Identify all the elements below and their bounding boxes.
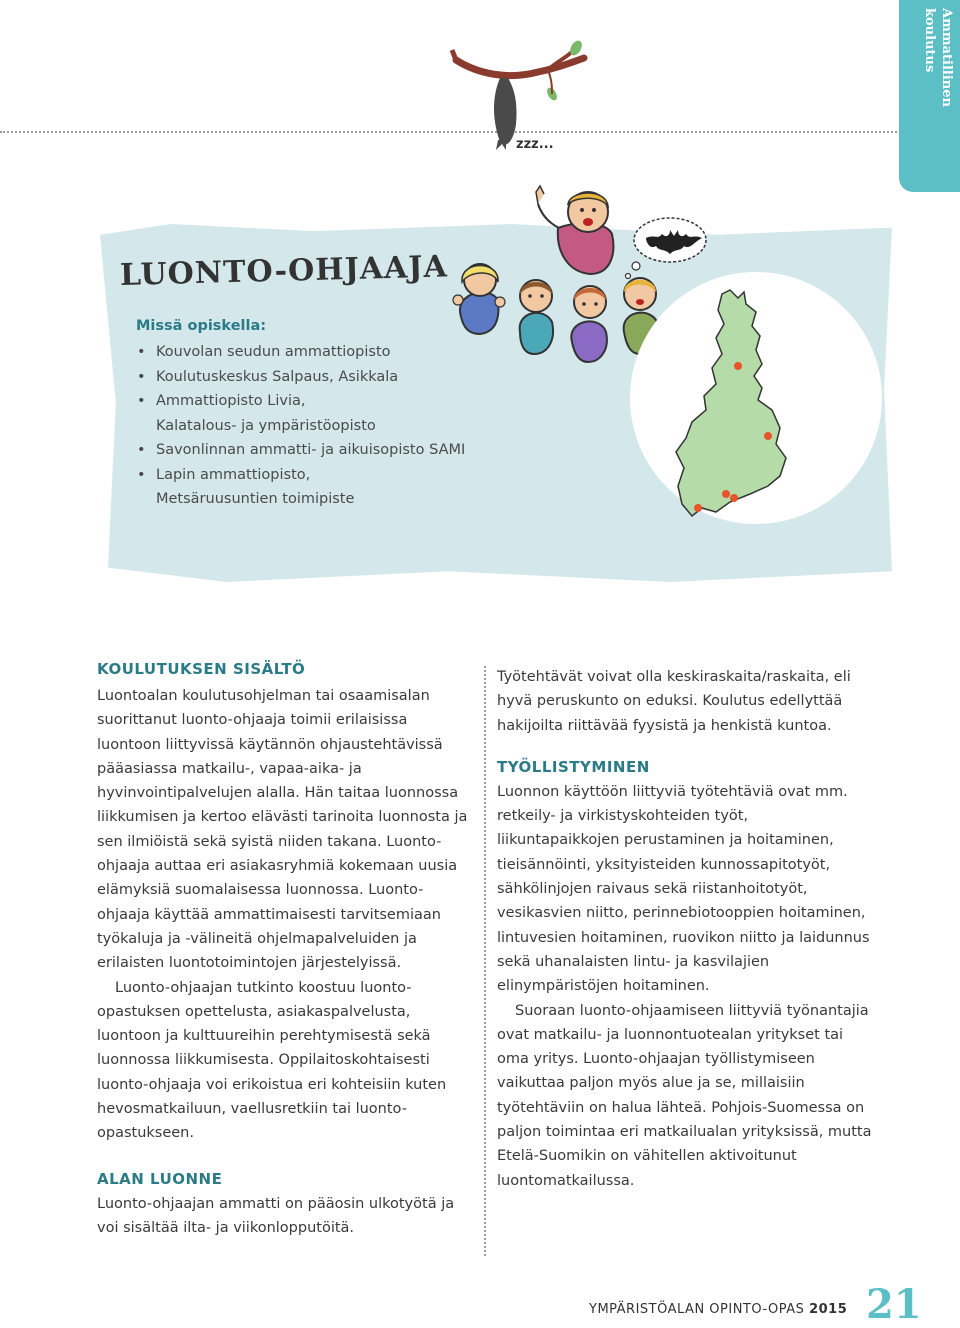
page-title: LUONTO-OHJAAJA xyxy=(119,249,449,293)
right-column xyxy=(497,665,875,1193)
section-tab-line1: Ammatillinen xyxy=(939,8,954,107)
section-tab-label xyxy=(905,8,955,184)
list-item: • Savonlinnan ammatti- ja aikuisopisto SAMI xyxy=(134,438,465,463)
finland-map xyxy=(630,272,882,524)
list-item: • Kouvolan seudun ammattiopisto xyxy=(134,340,465,365)
map-dot-kouvola xyxy=(730,494,738,502)
map-circle xyxy=(630,272,882,524)
list-item: • Lapin ammattiopisto, xyxy=(134,463,465,488)
list-item-continuation: Metsäruusuntien toimipiste xyxy=(156,491,355,507)
column-divider xyxy=(484,666,486,1256)
footer-publication xyxy=(589,1302,847,1317)
employment-paragraph-1: Luonnon käyttöön liittyviä työtehtäviä ovat mm. retkeily- ja virkistyskohteiden työt, liikuntapaikkojen perustaminen ja hoitaminen, tieisännöinti, yksityisteiden kunnossapitotyöt, sähkölinjojen raivaus sekä riistanhoitotyöt, vesikasvien niitto, perinnebiotooppien hoitaminen, lintuvesien hoitaminen, ruovikon niitto ja laidunnus sekä uhanalaisten lintu- ja kasvilajien elinympäristöjen hoitaminen. xyxy=(497,783,870,995)
institution-list xyxy=(134,340,465,512)
map-dot-lapland xyxy=(734,362,742,370)
contents-paragraph-1: Luontoalan koulutusohjelman tai osaamisalan suorittanut luonto-ohjaaja toimii erilaisissa luontoon liittyvissä käytännön ohjaustehtävissä pääasiassa matkailu-, vapaa-aika- ja hyvinvointipalvelujen alalla. Hän taitaa luonnossa liikkumisen ja kertoo elävästi tarinoita luonnosta ja sen ilmiöistä sekä syistä niiden takana. Luonto-ohjaaja auttaa eri asiakasryhmiä kokemaan uusia elämyksiä suomalaisessa luonnossa. Luonto-ohjaaja käyttää ammattimaisesti tarvitsemiaan työkaluja ja -välineitä ohjelmapalveluiden ja erilaisten luontotoimintojen järjestelyissä. xyxy=(97,688,468,972)
finland-shape xyxy=(676,290,786,516)
sleeping-bat-illustration xyxy=(448,40,588,160)
section-heading-employment: TYÖLLISTYMINEN xyxy=(497,757,650,776)
list-item: • Koulutuskeskus Salpaus, Asikkala xyxy=(134,365,465,390)
employment-paragraph-2: Suoraan luonto-ohjaamiseen liittyviä työnantajia ovat matkailu- ja luonnontuotealan yritykset tai oma yritys. Luonto-ohjaajan työllistymiseen vaikuttaa paljon myös alue ja se, millaisiin työtehtäviin on halua lähteä. Pohjois-Suomessa on paljon toimintaa eri matkailualan yrityksissä, mutta Etelä-Suomikin on vähitellen aktivoitunut luontomatkailussa. xyxy=(497,1002,872,1189)
list-item: • Ammattiopisto Livia, xyxy=(134,389,465,414)
map-dot-livia xyxy=(694,504,702,512)
map-dot-savonlinna xyxy=(764,432,772,440)
left-column xyxy=(97,660,475,1240)
publication-name: YMPÄRISTÖALAN OPINTO-OPAS xyxy=(589,1302,805,1317)
publication-year: 2015 xyxy=(809,1302,848,1317)
zzz-text xyxy=(516,137,554,152)
section-heading-nature-of-field: ALAN LUONNE xyxy=(97,1169,223,1188)
list-item-continuation: Kalatalous- ja ympäristöopisto xyxy=(156,417,376,434)
nature-of-field-paragraph: Luonto-ohjaajan ammatti on pääosin ulkotyötä ja voi sisältää ilta- ja viikonlopputöitä. xyxy=(97,1195,455,1236)
section-tab xyxy=(899,0,960,192)
map-dot-asikkala xyxy=(722,490,730,498)
page-number: 21 xyxy=(866,1281,922,1328)
section-tab-line2: koulutus xyxy=(922,8,937,73)
where-to-study-heading: Missä opiskella: xyxy=(136,318,267,334)
section-heading-contents: KOULUTUKSEN SISÄLTÖ xyxy=(97,660,306,678)
work-demands-paragraph: Työtehtävät voivat olla keskiraskaita/raskaita, eli hyvä peruskunto on eduksi. Koulutus edellyttää hakijoilta riittävää fyysistä ja henkistä kuntoa. xyxy=(497,669,851,734)
contents-paragraph-2: Luonto-ohjaajan tutkinto koostuu luonto-opastuksen opettelusta, asiakaspalvelusta, luontoon ja kulttuureihin perehtymisestä sekä luonnossa liikkumisesta. Oppilaitoskohtaisesti luonto-ohjaaja voi erikoistua eri kohteisiin kuten hevosmatkailuun, vaellusretkiin tai luonto-opastukseen. xyxy=(97,979,447,1142)
bat-sleep-text: zzz... xyxy=(516,137,554,152)
